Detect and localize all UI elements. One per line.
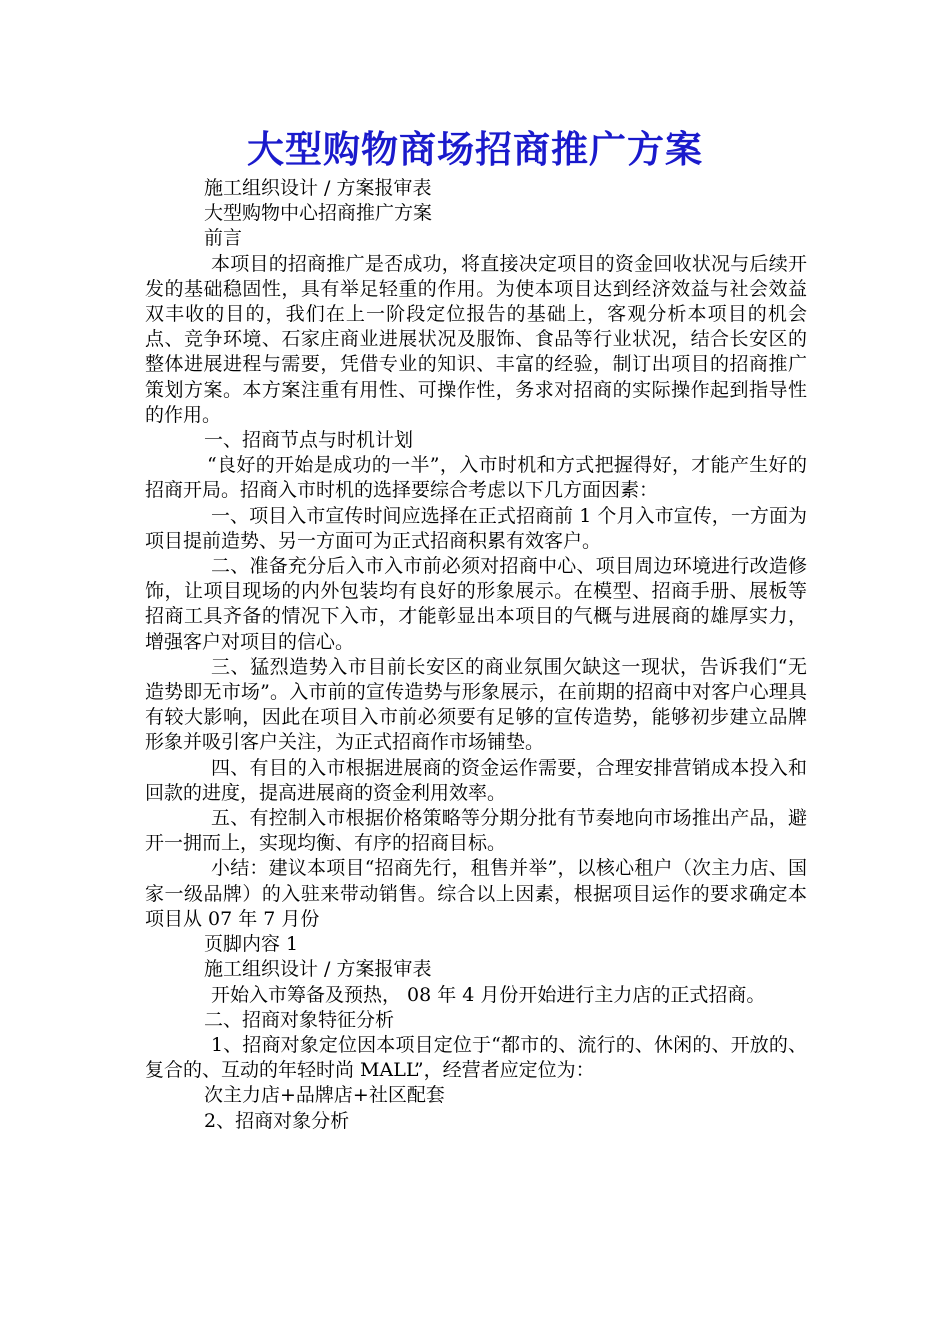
paragraph: 三、猛烈造势入市目前长安区的商业氛围欠缺这一现状，告诉我们“无造势即无市场”。入市前的宣传造势与形象展示，在前期的招商中对客户心理具有较大影响，因此在项目入市前必须要有足够的宣传造势，能够初步建立品牌形象并吸引客户关注，为正式招商作市场铺垫。 [145, 655, 807, 754]
paragraph: 二、准备充分后入市入市前必须对招商中心、项目周边环境进行改造修饰，让项目现场的内外包装均有良好的形象展示。在模型、招商手册、展板等招商工具齐备的情况下入市，才能彰显出本项目的气概与进展商的雄厚实力，增强客户对项目的信心。 [145, 555, 807, 653]
paragraph: 小结：建议本项目“招商先行，租售并举”，以核心租户（次主力店、国家一级品牌）的入驻来带动销售。综合以上因素，根据项目运作的要求确定本项目从 07 年 7 月份 [145, 857, 807, 930]
document-body [145, 176, 807, 1134]
paragraph: 二、招商对象特征分析 [204, 1008, 395, 1031]
paragraph: 本项目的招商推广是否成功，将直接决定项目的资金回收状况与后续开发的基础稳固性，具有举足轻重的作用。为使本项目达到经济效益与社会效益双丰收的目的，我们在上一阶段定位报告的基础上，客观分析本项目的机会点、竞争环境、石家庄商业进展状况及服饰、食品等行业状况，结合长安区的整体进展进程与需要，凭借专业的知识、丰富的经验，制订出项目的招商推广策划方案。本方案注重有用性、可操作性，务求对招商的实际操作起到指导性的作用。 [145, 252, 807, 426]
paragraph: 四、有目的入市根据进展商的资金运作需要，合理安排营销成本投入和回款的进度，提高进展商的资金利用效率。 [145, 756, 807, 804]
document-title: 大型购物商场招商推广方案 [247, 127, 703, 171]
paragraph: 施工组织设计 / 方案报审表 [204, 177, 432, 199]
paragraph: 一、项目入市宣传时间应选择在正式招商前 1 个月入市宣传，一方面为项目提前造势、另一方面可为正式招商积累有效客户。 [145, 504, 807, 552]
paragraph: 施工组织设计 / 方案报审表 [204, 958, 432, 981]
paragraph: 开始入市筹备及预热， 08 年 4 月份开始进行主力店的正式招商。 [211, 983, 766, 1006]
paragraph: 次主力店+品牌店+社区配套 [204, 1084, 445, 1107]
paragraph: “良好的开始是成功的一半”，入市时机和方式把握得好，才能产生好的招商开局。招商入市时机的选择要综合考虑以下几方面因素： [145, 454, 807, 502]
paragraph: 一、招商节点与时机计划 [204, 429, 414, 452]
paragraph: 五、有控制入市根据价格策略等分期分批有节奏地向市场推出产品，避开一拥而上，实现均衡、有序的招商目标。 [145, 807, 807, 855]
paragraph: 页脚内容 1 [204, 933, 299, 956]
paragraph: 1、招商对象定位因本项目定位于“都市的、流行的、休闲的、开放的、复合的、互动的年轻时尚 MALL”，经营者应定位为： [145, 1033, 807, 1082]
paragraph: 2、招商对象分析 [204, 1109, 350, 1132]
paragraph: 大型购物中心招商推广方案 [204, 202, 433, 225]
paragraph: 前言 [204, 227, 243, 250]
